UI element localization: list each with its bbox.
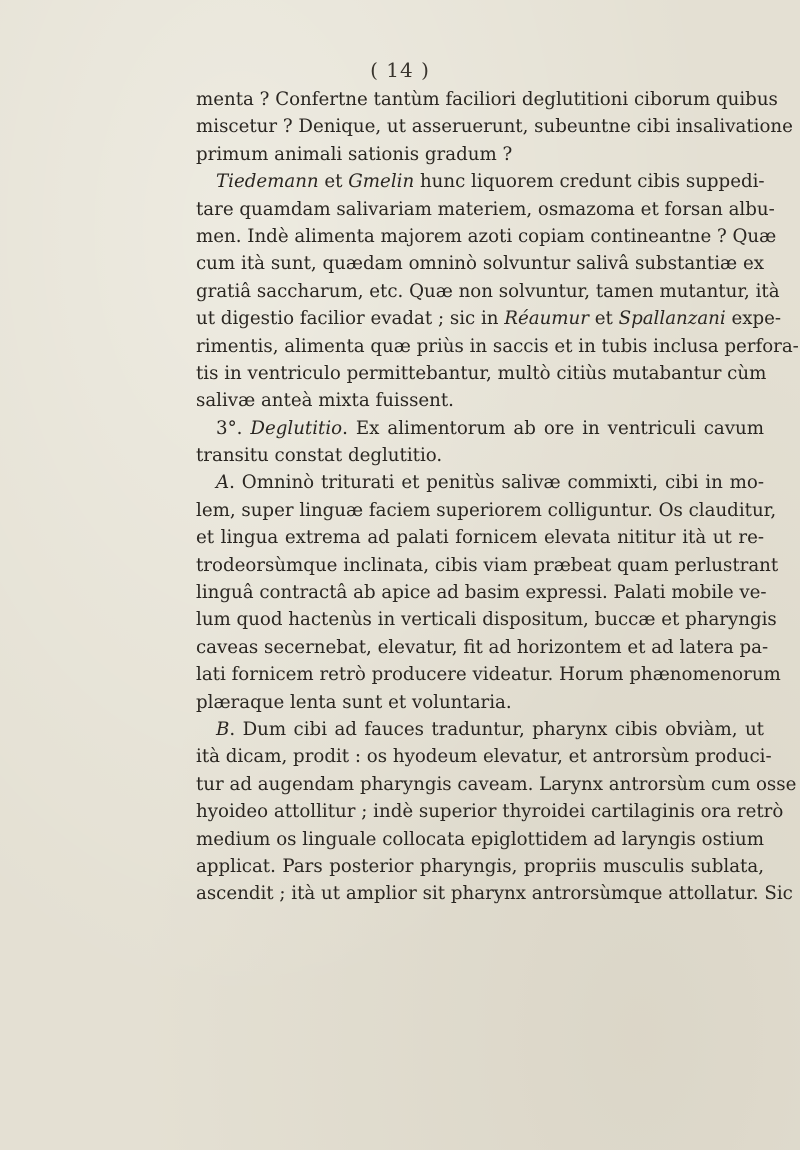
text-run: tis in ventriculo permittebantur, multò citiùs mutabantur cùm (196, 362, 767, 384)
italic-run: Gmelin (348, 171, 415, 193)
text-run: miscetur ? Denique, ut asseruerunt, subeuntne cibi insalivatione (196, 116, 793, 138)
text-run: trodeorsùmque inclinata, cibis viam præbeat quam perlustrant (196, 554, 779, 576)
text-run: rimentis, alimenta quæ priùs in saccis et in tubis inclusa perfora- (196, 335, 799, 357)
italic-run: Deglutitio (250, 417, 343, 439)
italic-run: Réaumur (504, 308, 589, 330)
body-text (196, 86, 799, 908)
text-run: menta ? Confertne tantùm faciliori deglutitioni ciborum quibus (196, 89, 778, 110)
text-line (196, 360, 767, 387)
paragraph (196, 716, 797, 908)
text-run: plæraque lenta sunt et voluntaria. (196, 691, 512, 713)
text-run: . Ex alimentorum ab ore in ventriculi cavum (342, 417, 764, 439)
text-run: lem, super linguæ faciem superiorem colliguntur. Os clauditur, (196, 499, 777, 521)
text-run: tur ad augendam pharyngis caveam. Larynx antrorsùm cum osse (196, 773, 797, 795)
text-run: salivæ anteà mixta fuissent. (196, 390, 454, 412)
text-line (196, 552, 779, 579)
paragraph (196, 469, 781, 716)
text-run: men. Indè alimenta majorem azoti copiam contineantne ? Quæ (196, 225, 777, 247)
text-run: ut digestio facilior evadat ; sic in (196, 308, 505, 330)
text-run: hyoideo attollitur ; indè superior thyroidei cartilaginis ora retrò (196, 801, 784, 823)
text-line (196, 223, 777, 250)
text-run: gratiâ saccharum, etc. Quæ non solvuntur, tamen mutantur, ità (196, 280, 780, 302)
text-line (196, 826, 764, 853)
text-run: ascendit ; ità ut amplior sit pharynx antrorsùmque attollatur. Sic (196, 883, 793, 905)
text-run: cum ità sunt, quædam omninò solvuntur salivâ substantiæ ex (196, 253, 764, 275)
text-line (196, 387, 764, 414)
text-run: . Dum cibi ad fauces traduntur, pharynx cibis obviàm, ut (229, 718, 764, 740)
text-line (196, 415, 764, 442)
text-line (196, 606, 777, 633)
paragraph (196, 168, 799, 415)
text-line (196, 86, 778, 113)
text-run: applicat. Pars posterior pharyngis, propriis musculis sublata, (196, 855, 764, 877)
text-line (196, 689, 764, 716)
text-run: transitu constat deglutitio. (196, 445, 443, 467)
text-line (196, 113, 793, 140)
italic-run: A (216, 472, 230, 494)
text-run: ità dicam, prodit : os hyodeum elevatur, et antrorsùm produci- (196, 746, 772, 768)
text-line (196, 250, 764, 277)
page-number: ( 14 ) (370, 58, 430, 82)
text-line (196, 798, 784, 825)
text-line (196, 743, 772, 770)
italic-run: Tiedemann (216, 171, 319, 193)
text-run: primum animali sationis gradum ? (196, 143, 513, 165)
text-run: expe- (725, 308, 782, 330)
text-line (196, 524, 764, 551)
text-run: lum quod hactenùs in verticali dispositum, buccæ et pharyngis (196, 609, 777, 631)
paragraph (196, 86, 793, 168)
text-run: et (588, 308, 619, 330)
text-run: . Omninò triturati et penitùs salivæ commixti, cibi in mo- (229, 472, 764, 494)
text-line (196, 196, 775, 223)
text-line (196, 442, 764, 469)
text-line (196, 634, 769, 661)
text-run: 3°. (216, 417, 251, 439)
text-run: linguâ contractâ ab apice ad basim expressi. Palati mobile ve- (196, 582, 767, 604)
text-run: lati fornicem retrò producere videatur. Horum phænomenorum (196, 664, 781, 686)
text-line (196, 305, 782, 332)
paragraph (196, 415, 764, 470)
text-run: et (318, 171, 349, 193)
text-line (196, 278, 780, 305)
text-run: caveas secernebat, elevatur, fit ad horizontem et ad latera pa- (196, 636, 769, 658)
text-line (196, 880, 793, 907)
text-line (196, 469, 764, 496)
text-line (196, 141, 764, 168)
text-line (196, 661, 781, 688)
text-run: tare quamdam salivariam materiem, osmazoma et forsan albu- (196, 198, 775, 220)
text-line (196, 853, 764, 880)
text-line (196, 497, 777, 524)
text-run: hunc liquorem credunt cibis suppedi- (414, 171, 765, 193)
text-line (196, 333, 799, 360)
italic-run: Spallanzani (618, 308, 726, 330)
text-line (196, 716, 764, 743)
text-line (196, 168, 764, 195)
text-line (196, 771, 797, 798)
text-line (196, 579, 767, 606)
text-run: medium os linguale collocata epiglottidem ad laryngis ostium (196, 828, 764, 850)
italic-run: B (216, 718, 230, 740)
text-run: et lingua extrema ad palati fornicem elevata nititur ità ut re- (196, 527, 764, 549)
